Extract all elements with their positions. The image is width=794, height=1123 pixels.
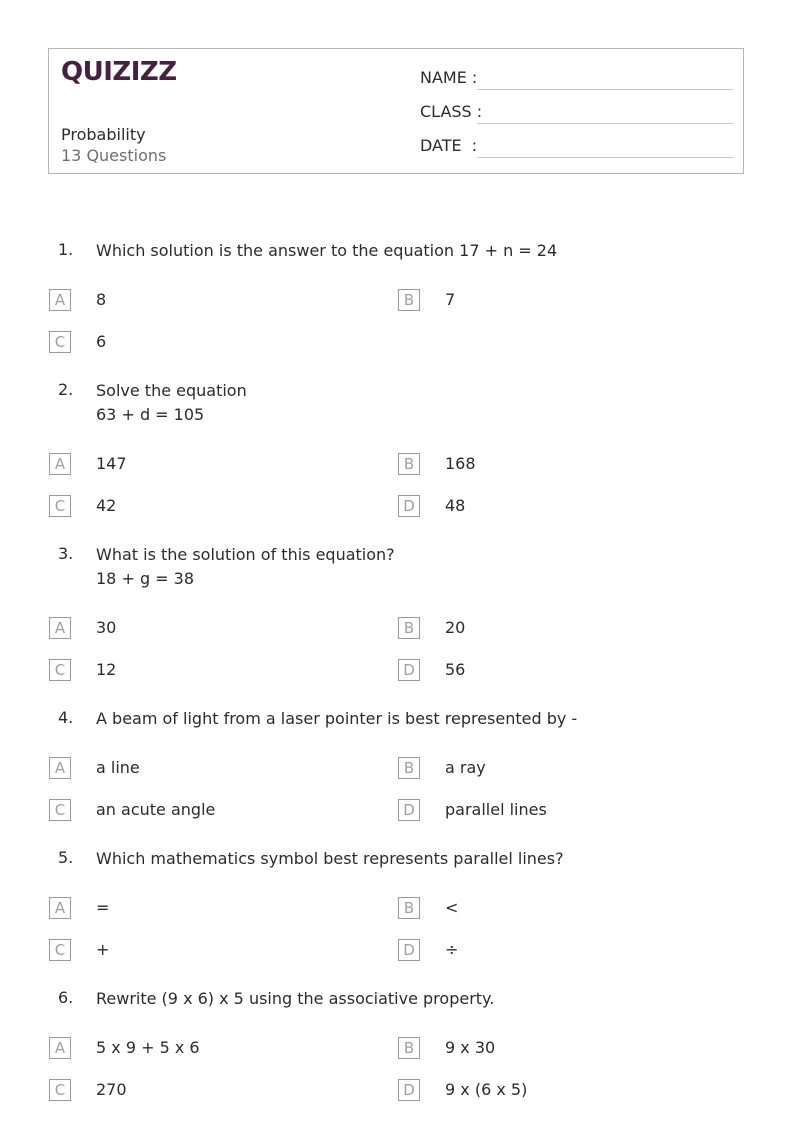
option-text: ÷: [445, 940, 459, 959]
date-label: DATE :: [420, 136, 478, 155]
worksheet-header: [48, 48, 744, 174]
worksheet-title: Probability: [61, 125, 146, 144]
name-label: NAME :: [420, 68, 478, 87]
option-letter-box[interactable]: B: [398, 453, 420, 475]
option-text: 42: [96, 496, 117, 515]
option-letter-box[interactable]: A: [49, 289, 71, 311]
option-text: +: [96, 940, 110, 959]
option-text: 9 x 30: [445, 1038, 496, 1057]
question-number: 3.: [58, 544, 74, 563]
option-text: 48: [445, 496, 466, 515]
option-text: 147: [96, 454, 127, 473]
option-text: 8: [96, 290, 107, 309]
date-line: [477, 157, 733, 158]
option-letter-box[interactable]: D: [398, 1079, 420, 1101]
option-letter-box[interactable]: A: [49, 617, 71, 639]
option-letter-box[interactable]: C: [49, 1079, 71, 1101]
name-line: [477, 89, 733, 90]
option-letter-box[interactable]: D: [398, 659, 420, 681]
question-line: A beam of light from a laser pointer is best represented by -: [96, 709, 578, 728]
option-letter-box[interactable]: B: [398, 617, 420, 639]
question-number: 1.: [58, 240, 74, 259]
question-text: [96, 707, 577, 731]
option-letter-box[interactable]: A: [49, 1037, 71, 1059]
option-text: 30: [96, 618, 117, 637]
option-text: an acute angle: [96, 800, 216, 819]
question-number: 4.: [58, 708, 74, 727]
question-line: Rewrite (9 x 6) x 5 using the associative property.: [96, 989, 495, 1008]
question-text: [96, 543, 395, 591]
question-text: [96, 847, 564, 871]
option-letter-box[interactable]: C: [49, 495, 71, 517]
option-text: parallel lines: [445, 800, 547, 819]
question-line: What is the solution of this equation?: [96, 545, 395, 564]
option-letter-box[interactable]: A: [49, 757, 71, 779]
question-line: Solve the equation: [96, 381, 247, 400]
question-count: 13 Questions: [61, 146, 167, 165]
option-letter-box[interactable]: C: [49, 331, 71, 353]
option-text: 6: [96, 332, 107, 351]
option-text: <: [445, 898, 459, 917]
question-line: 18 + g = 38: [96, 569, 195, 588]
question-number: 6.: [58, 988, 74, 1007]
quizizz-logo: QUIZIZZ: [61, 57, 177, 87]
option-letter-box[interactable]: B: [398, 897, 420, 919]
option-letter-box[interactable]: A: [49, 453, 71, 475]
option-letter-box[interactable]: D: [398, 799, 420, 821]
option-letter-box[interactable]: A: [49, 897, 71, 919]
option-text: 56: [445, 660, 466, 679]
option-letter-box[interactable]: B: [398, 1037, 420, 1059]
question-number: 5.: [58, 848, 74, 867]
option-letter-box[interactable]: C: [49, 939, 71, 961]
question-line: 63 + d = 105: [96, 405, 205, 424]
question-line: Which solution is the answer to the equation 17 + n = 24: [96, 241, 558, 260]
option-text: a ray: [445, 758, 486, 777]
option-letter-box[interactable]: B: [398, 757, 420, 779]
class-line: [477, 123, 733, 124]
option-text: a line: [96, 758, 140, 777]
option-letter-box[interactable]: D: [398, 939, 420, 961]
question-text: [96, 239, 557, 263]
option-text: 168: [445, 454, 476, 473]
question-text: [96, 987, 494, 1011]
option-text: 7: [445, 290, 456, 309]
option-letter-box[interactable]: D: [398, 495, 420, 517]
question-text: [96, 379, 247, 427]
option-letter-box[interactable]: C: [49, 799, 71, 821]
question-line: Which mathematics symbol best represents parallel lines?: [96, 849, 564, 868]
option-letter-box[interactable]: C: [49, 659, 71, 681]
option-text: 270: [96, 1080, 127, 1099]
option-letter-box[interactable]: B: [398, 289, 420, 311]
option-text: =: [96, 898, 110, 917]
option-text: 5 x 9 + 5 x 6: [96, 1038, 200, 1057]
option-text: 9 x (6 x 5): [445, 1080, 528, 1099]
question-number: 2.: [58, 380, 74, 399]
option-text: 12: [96, 660, 117, 679]
class-label: CLASS :: [420, 102, 483, 121]
option-text: 20: [445, 618, 466, 637]
